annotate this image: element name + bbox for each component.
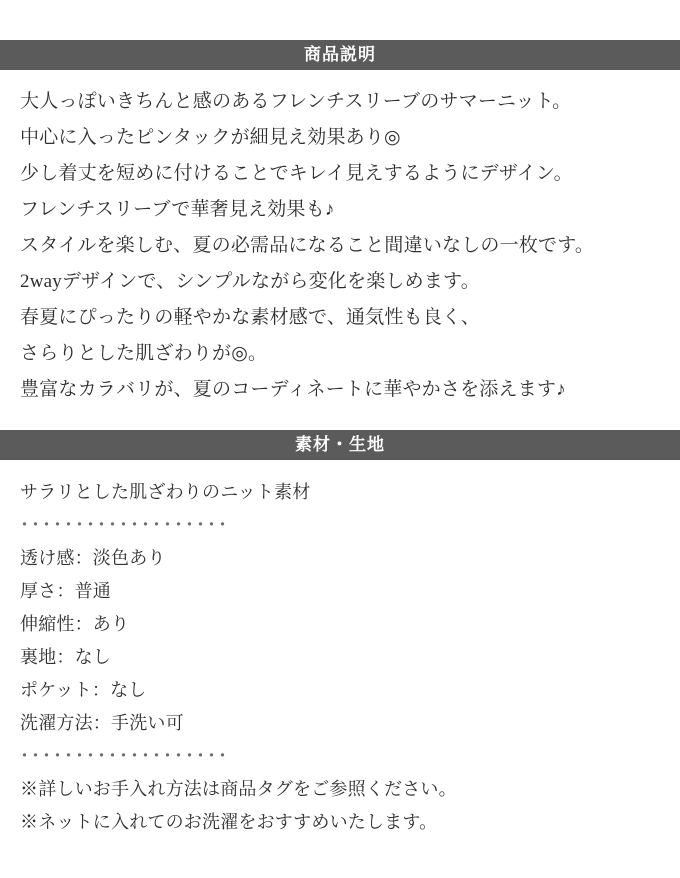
description-line: 春夏にぴったりの軽やかな素材感で、通気性も良く、 xyxy=(20,307,481,328)
material-divider-dots: ･･･････････････････ xyxy=(20,746,229,766)
material-line-thickness: 厚さ：普通 xyxy=(20,581,111,601)
top-spacer xyxy=(0,0,680,40)
description-line: さらりとした肌ざわりが◎。 xyxy=(20,343,268,364)
section-header-material-fabric: 素材・生地 xyxy=(0,430,680,460)
material-fabric-body xyxy=(0,460,680,839)
material-line-stretch: 伸縮性：あり xyxy=(20,614,130,634)
material-line-washing: 洗濯方法：手洗い可 xyxy=(20,713,184,733)
material-line: サラリとした肌ざわりのニット素材 xyxy=(20,482,311,502)
material-line-lining: 裏地：なし xyxy=(20,647,111,667)
material-line-sheerness: 透け感：淡色あり xyxy=(20,548,166,568)
section-material-fabric xyxy=(0,430,680,839)
material-note: ※ネットに入れてのお洗濯をおすすめいたします。 xyxy=(20,812,438,832)
section-spacer xyxy=(0,408,680,430)
section-product-description xyxy=(0,40,680,408)
description-line: 少し着丈を短めに付けることでキレイ見えするようにデザイン。 xyxy=(20,163,573,184)
description-line: スタイルを楽しむ、夏の必需品になること間違いなしの一枚です。 xyxy=(20,235,595,256)
material-divider-dots: ･･･････････････････ xyxy=(20,515,229,535)
description-line: 2wayデザインで、シンプルながら変化を楽しめます。 xyxy=(20,271,480,292)
description-line: 豊富なカラバリが、夏のコーディネートに華やかさを添えます♪ xyxy=(20,379,566,400)
description-line: 大人っぽいきちんと感のあるフレンチスリーブのサマーニット。 xyxy=(20,91,572,112)
product-description-body xyxy=(0,70,680,408)
description-line: 中心に入ったピンタックが細見え効果あり◎ xyxy=(20,127,401,148)
material-note: ※詳しいお手入れ方法は商品タグをご参照ください。 xyxy=(20,779,457,799)
material-line-pocket: ポケット：なし xyxy=(20,680,147,700)
description-line: フレンチスリーブで華奢見え効果も♪ xyxy=(20,199,335,220)
section-header-product-description: 商品説明 xyxy=(0,40,680,70)
